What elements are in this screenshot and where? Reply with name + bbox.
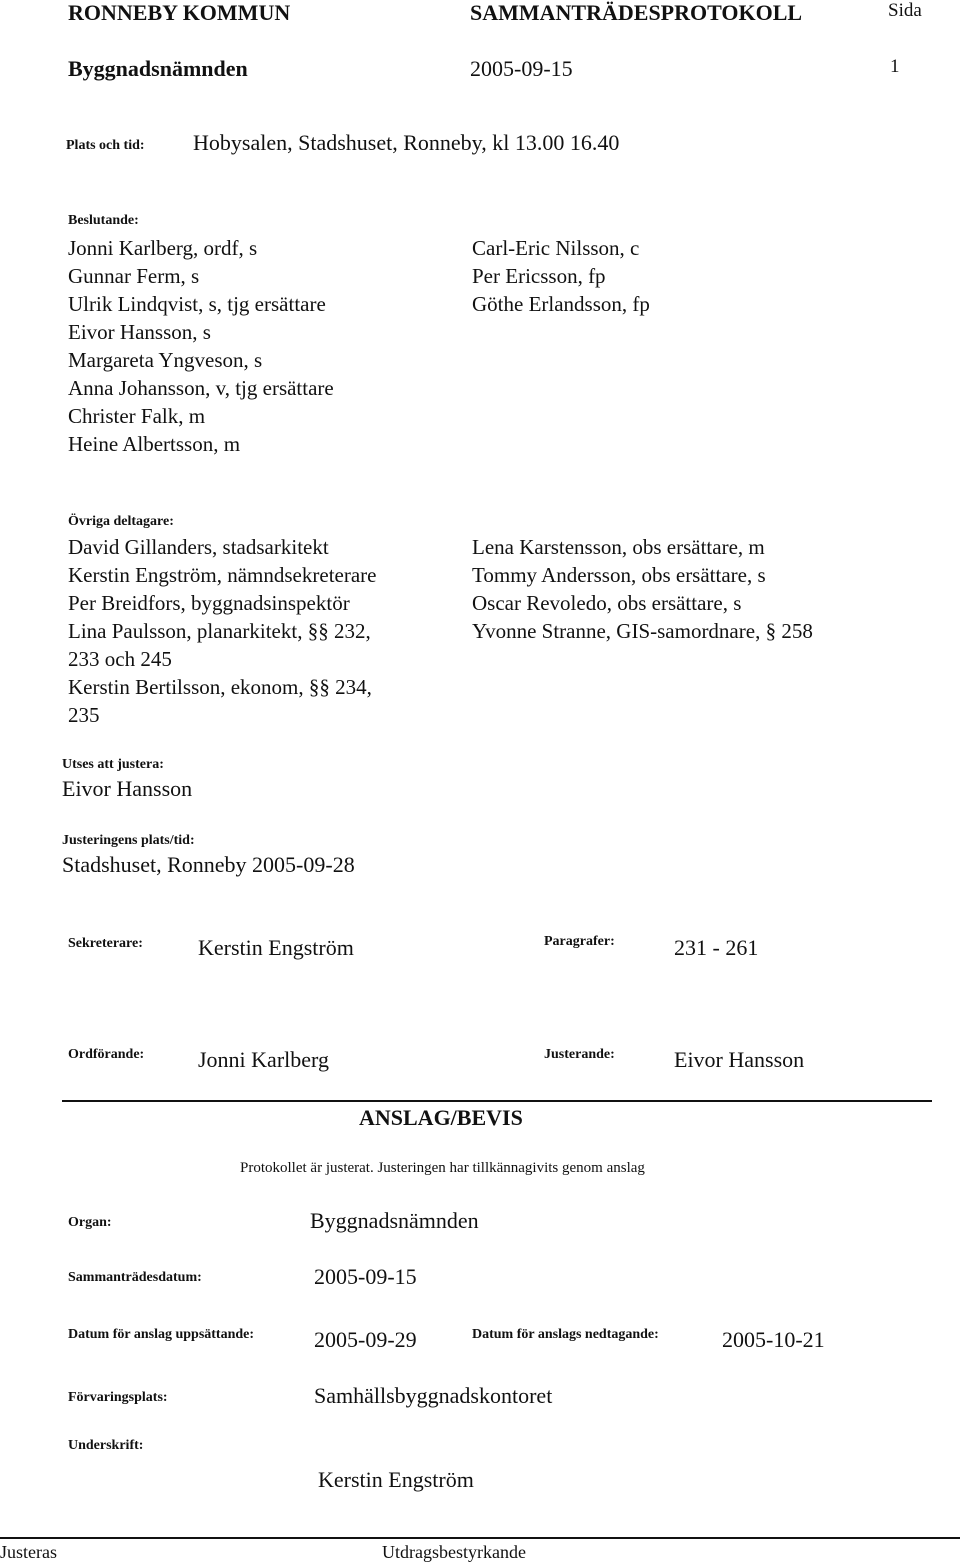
- list-item: Oscar Revoledo, obs ersättare, s: [472, 591, 742, 615]
- meeting-date-value: 2005-09-15: [314, 1264, 417, 1289]
- adjuster-signature-label: Justerande:: [544, 1047, 615, 1062]
- list-item: Kerstin Bertilsson, ekonom, §§ 234,: [68, 675, 372, 699]
- list-item: Gunnar Ferm, s: [68, 264, 200, 288]
- list-item: Lina Paulsson, planarkitekt, §§ 232,: [68, 619, 371, 643]
- list-item: David Gillanders, stadsarkitekt: [68, 535, 329, 559]
- storage-value: Samhällsbyggnadskontoret: [314, 1383, 553, 1408]
- list-item: Per Ericsson, fp: [472, 264, 606, 288]
- removed-date-value: 2005-10-21: [722, 1327, 825, 1352]
- list-item: Margareta Yngveson, s: [68, 348, 263, 372]
- signature-label: Underskrift:: [68, 1438, 144, 1453]
- place-label: Plats och tid:: [66, 138, 145, 153]
- list-item: Carl-Eric Nilsson, c: [472, 236, 640, 260]
- footer-right-label: Utdragsbestyrkande: [382, 1542, 526, 1562]
- secretary-value: Kerstin Engström: [198, 935, 354, 960]
- adjuster-signature-value: Eivor Hansson: [674, 1047, 805, 1072]
- other-participants-left-list: [68, 533, 376, 729]
- adjust-place-value: Stadshuset, Ronneby 2005-09-28: [62, 852, 355, 877]
- decision-makers-left-list: [68, 234, 334, 458]
- list-item: Yvonne Stranne, GIS-samordnare, § 258: [472, 619, 813, 643]
- decision-makers-label: Beslutande:: [68, 213, 139, 228]
- organ-label: Organ:: [68, 1215, 112, 1230]
- other-participants-right-list: [472, 533, 813, 645]
- footer-line: [0, 1537, 960, 1539]
- list-item: Eivor Hansson, s: [68, 320, 211, 344]
- list-item: Heine Albertsson, m: [68, 432, 241, 456]
- list-item: Göthe Erlandsson, fp: [472, 292, 650, 316]
- secretary-label: Sekreterare:: [68, 936, 143, 951]
- page-label: Sida: [888, 0, 922, 21]
- storage-label: Förvaringsplats:: [68, 1390, 168, 1405]
- notice-title: ANSLAG/BEVIS: [359, 1105, 523, 1130]
- adjuster-value: Eivor Hansson: [62, 776, 193, 801]
- adjuster-label: Utses att justera:: [62, 757, 164, 772]
- organization-name: RONNEBY KOMMUN: [68, 0, 291, 25]
- list-item: Per Breidfors, byggnadsinspektör: [68, 591, 350, 615]
- list-item: 235: [68, 703, 100, 727]
- meeting-date-label: Sammanträdesdatum:: [68, 1270, 202, 1285]
- committee-name: Byggnadsnämnden: [68, 56, 248, 81]
- list-item: Jonni Karlberg, ordf, s: [68, 236, 258, 260]
- chair-label: Ordförande:: [68, 1047, 145, 1062]
- document-type: SAMMANTRÄDESPROTOKOLL: [470, 0, 803, 25]
- chair-value: Jonni Karlberg: [198, 1047, 329, 1072]
- signature-value: Kerstin Engström: [318, 1467, 474, 1492]
- notice-statement: Protokollet är justerat. Justeringen har tillkännagivits genom anslag: [240, 1160, 645, 1176]
- adjust-place-label: Justeringens plats/tid:: [62, 833, 195, 848]
- list-item: Ulrik Lindqvist, s, tjg ersättare: [68, 292, 326, 316]
- removed-date-label: Datum för anslags nedtagande:: [472, 1327, 659, 1342]
- divider-line: [62, 1100, 932, 1102]
- list-item: Kerstin Engström, nämndsekreterare: [68, 563, 377, 587]
- organ-value: Byggnadsnämnden: [310, 1208, 479, 1233]
- posted-date-value: 2005-09-29: [314, 1327, 417, 1352]
- posted-date-label: Datum för anslag uppsättande:: [68, 1327, 255, 1342]
- paragraphs-label: Paragrafer:: [544, 934, 615, 949]
- meeting-date: 2005-09-15: [470, 56, 573, 81]
- paragraphs-value: 231 - 261: [674, 935, 759, 960]
- list-item: Lena Karstensson, obs ersättare, m: [472, 535, 765, 559]
- place-value: Hobysalen, Stadshuset, Ronneby, kl 13.00 16.40: [193, 130, 620, 155]
- decision-makers-right-list: [472, 234, 650, 318]
- list-item: 233 och 245: [68, 647, 172, 671]
- page-number: 1: [890, 56, 900, 77]
- list-item: Christer Falk, m: [68, 404, 206, 428]
- footer-left-label: Justeras: [0, 1542, 57, 1562]
- list-item: Anna Johansson, v, tjg ersättare: [68, 376, 334, 400]
- other-participants-label: Övriga deltagare:: [68, 514, 174, 529]
- list-item: Tommy Andersson, obs ersättare, s: [472, 563, 766, 587]
